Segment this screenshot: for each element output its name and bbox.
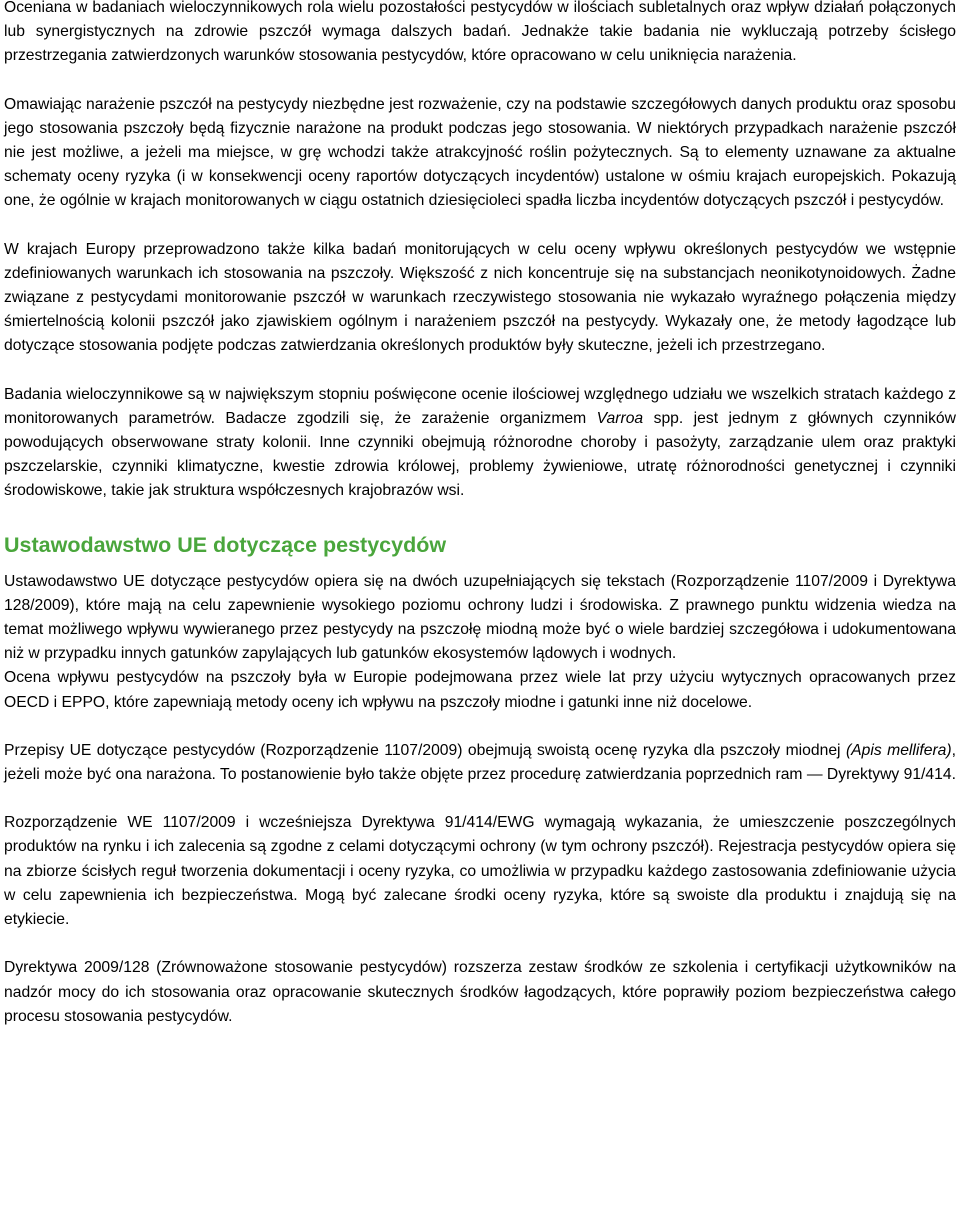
- paragraph-text: Badania wieloczynnikowe są w największym stopniu poświęcone ocenie ilościowej względnego udziału we wszelkich stratach każdego z monitorowanych parametrów. Badacze zgodzili się, że zarażenie organizmem: [4, 385, 956, 427]
- paragraph-multifactor-studies: [4, 383, 956, 504]
- paragraph-monitoring-studies: W krajach Europy przeprowadzono także kilka badań monitorujących w celu oceny wpływu określonych pestycydów we wstępnie zdefiniowanych warunkach ich stosowania na pszczoły. Większość z nich koncentruje się na substancjach neonikotynoidowych. Żadne związane z pestycydami monitorowanie pszczół w warunkach rzeczywistego stosowania nie wykazało wyraźnego połączenia między śmiertelnością kolonii pszczół jako zjawiskiem ogólnym i narażeniem pszczół na pestycydy. Wykazały one, że metody łagodzące lub dotyczące stosowania podjęte podczas zatwierdzania określonych produktów były skuteczne, jeżeli ich przestrzegano.: [4, 240, 956, 355]
- paragraph-text: spp. jest jednym z głównych czynników powodujących obserwowane straty kolonii. Inne czynniki obejmują różnorodne choroby i pasożyty, zarządzanie ulem oraz praktyki pszczelarskie, czynniki klimatyczne, kwestie zdrowia królowej, problemy żywieniowe, utratę różnorodności genetycznej i czynniki środowiskowe, takie jak struktura współczesnych krajobrazów wsi.: [4, 409, 956, 500]
- paragraph-exposure-assessment: Omawiając narażenie pszczół na pestycydy niezbędne jest rozważenie, czy na podstawie szczegółowych danych produktu oraz sposobu jego stosowania pszczoły będą fizycznie narażone na produkt podczas jego stosowania. W niektórych przypadkach narażenie pszczół nie jest możliwe, a jeżeli ma miejsce, w grę wchodzi także atrakcyjność roślin pożytecznych. Są to elementy uznawane za aktualne schematy oceny ryzyka (i w konsekwencji oceny raportów dotyczących incydentów) ustalone w ośmiu krajach europejskich. Pokazują one, że ogólnie w krajach monitorowanych w ciągu ostatnich dziesięcioleci spadła liczba incydentów dotyczących pszczół i pestycydów.: [4, 95, 956, 210]
- apis-term: (Apis mellifera): [845, 741, 952, 759]
- paragraph-text: , jeżeli może być ona narażona. To postanowienie było także objęte przez procedurę zatwierdzania poprzednich ram — Dyrektywy 91/414.: [4, 741, 956, 784]
- paragraph-eu-legislation: Ustawodawstwo UE dotyczące pestycydów opiera się na dwóch uzupełniających się tekstach (Rozporządzenie 1107/2009 i Dyrektywa 128/2009), które mają na celu zapewnienie wysokiego poziomu ochrony ludzi i środowiska. Z prawnego punktu widzenia wiedza na temat możliwego wpływu wywieranego przez pestycydy na pszczołę miodną może być o wiele bardziej szczegółowa i udokumentowana niż w przypadku innych gatunków zapylających lub gatunków ekosystemów lądowych i wodnych.: [4, 572, 956, 663]
- paragraph-regulation-1107: Rozporządzenie WE 1107/2009 i wcześniejsza Dyrektywa 91/414/EWG wymagają wykazania, że umieszczenie poszczególnych produktów na rynku i ich zalecenia są zgodne z celami dotyczącymi ochrony (w tym ochrony pszczół). Rejestracja pestycydów opiera się na zbiorze ścisłych reguł tworzenia dokumentacji i oceny ryzyka, co umożliwia w przypadku każdego zastosowania zdefiniowanie użycia w celu zapewnienia ich bezpieczeństwa. Mogą być zalecane środki oceny ryzyka, które są swoiste dla produktu i znajdują się na etykiecie.: [4, 814, 956, 929]
- paragraph-directive-2009-128: Dyrektywa 2009/128 (Zrównoważone stosowanie pestycydów) rozszerza zestaw środków ze szkolenia i certyfikacji użytkowników na nadzór mocy do ich stosowania oraz opracowanie skutecznych środków łagodzących, które poprawiły poziom bezpieczeństwa całego procesu stosowania pestycydów.: [4, 959, 956, 1025]
- paragraph-eu-regulations: [4, 739, 956, 787]
- section-heading: Ustawodawstwo UE dotyczące pestycydów: [4, 532, 447, 557]
- document-page: [4, 0, 956, 1029]
- paragraph-text: Przepisy UE dotyczące pestycydów (Rozporządzenie 1107/2009) obejmują swoistą ocenę ryzyka dla pszczoły miodnej: [4, 741, 846, 759]
- paragraph-oecd-eppo: Ocena wpływu pestycydów na pszczoły była w Europie podejmowana przez wiele lat przy użyciu wytycznych opracowanych przez OECD i EPPO, które zapewniają metody oceny ich wpływu na pszczoły miodne i gatunki inne niż docelowe.: [4, 669, 956, 711]
- varroa-term: Varroa: [596, 409, 644, 427]
- paragraph-multifactor-residues: Oceniana w badaniach wieloczynnikowych rola wielu pozostałości pestycydów w ilościach subletalnych oraz wpływ działań połączonych lub synergistycznych na zdrowie pszczół wymaga dalszych badań. Jednakże takie badania nie wykluczają potrzeby ścisłego przestrzegania zatwierdzonych warunków stosowania pestycydów, które opracowano w celu uniknięcia narażenia.: [4, 0, 956, 65]
